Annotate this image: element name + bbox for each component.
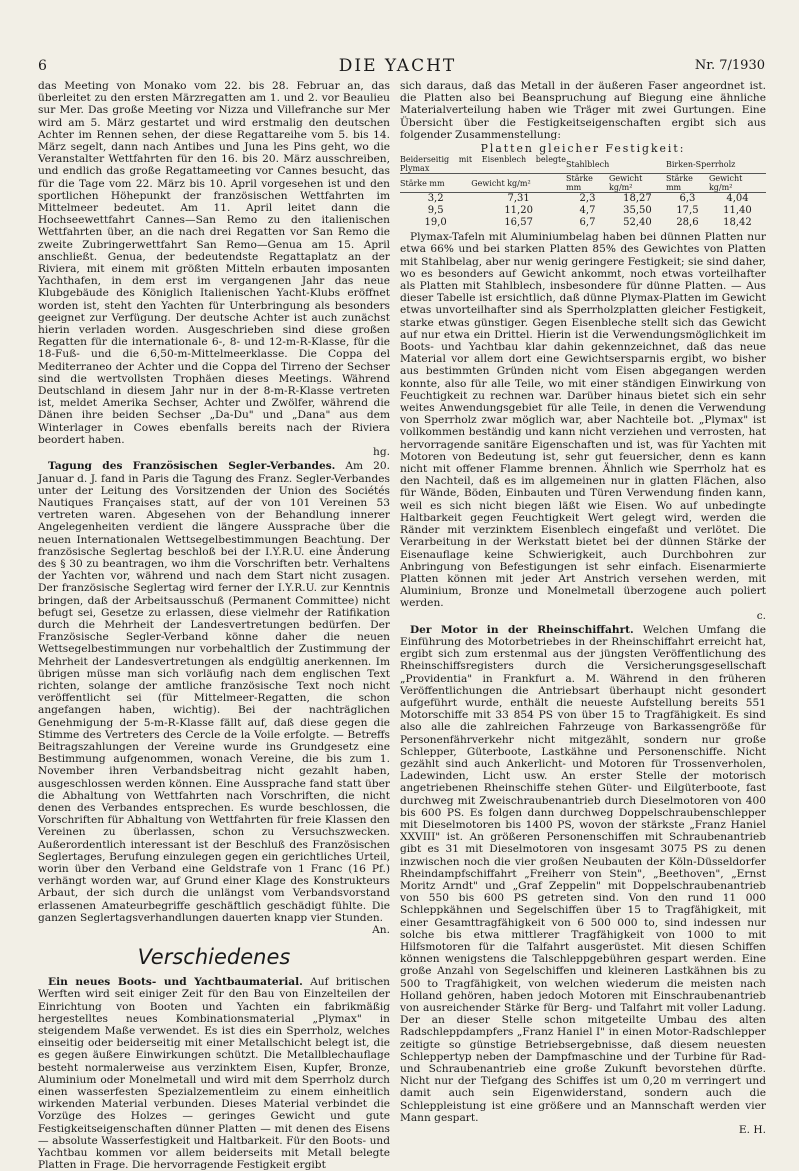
plymax-paragraph	[400, 231, 766, 622]
article-title: Tagung des Französischen Segler-Verbandes.	[48, 460, 336, 473]
strength-table	[400, 143, 766, 229]
table-row	[400, 193, 766, 206]
table-cell: 7,31	[507, 193, 530, 205]
intro-paragraph	[38, 80, 390, 458]
table-cell: 28,6	[676, 217, 699, 229]
group-header: Stahlblech	[566, 155, 666, 174]
table-cell: 6,3	[679, 193, 696, 205]
right-column	[400, 80, 766, 1136]
table-cell: 2,3	[579, 193, 596, 205]
column-header: Gewicht kg/m²	[609, 174, 666, 193]
paragraph-signature: c.	[756, 609, 766, 622]
magazine-title: DIE YACHT	[338, 56, 457, 76]
intro-text: das Meeting von Monako vom 22. bis 28. Februar an, das überleitet zu den ersten Märzregatten am 1. und 2. vor Beaulieu sur Mer. Das große Meeting vor Nizza und Villefranche sur Mer wird am 5. März gestartet und wird erstmalig den deutschen Achter im Rennen sehen, der diese Regattareihe vom 5. bis 14. März segelt, dann nach Antibes und Juna les Pins geht, wo die Veranstalter Wettfahrten für den 16. bis 20. März ausschreiben, und endlich das große Regattameeting vor Cannes besucht, das für die Tage vom 22. März bis 10. April vorgesehen ist und den sportlichen Höhepunkt der französischen Wettfahrten im Mittelmeer bedeutet. Am 11. April leitet dann die Hochseewettfahrt Cannes—San Remo zu den italienischen Wettfahrten über, an die nach drei Regatten vor San Remo die zweite Zubringerwettfahrt San Remo—Genua am 15. April anschließt. Genua, der bedeutendste Regattaplatz an der Riviera, mit einem mit größten Mitteln erbauten imposanten Yachthafen, in dem erst im vergangenen Jahr das neue Klubgebäude des Königlich Italienischen Yacht-Klubs eröffnet worden ist, steht den Yachten für Unterbringung als besonders geeignet zur Verfügung. Der deutsche Achter ist auch zunächst hierin verladen worden. Ausgeschrieben sind diese großen Regatten für die internationale 6-, 8- und 12-m-R-Klasse, für die 18-Fuß- und die 6,50-m-Mittelmeerklasse. Die Coppa del Mediterraneo der Achter und die Coppa del Tirreno der Sechser sind die wertvollsten Trophäen dieses Meetings. Während Deutschland in diesem Jahr nur in der 8-m-R-Klasse vertreten ist, meldet Amerika Sechser, Achter und Zwölfer, während die Dänen ihre beiden Sechser „Da-Du" und „Dana" aus dem Winterlager in Cowes ebenfalls bereits nach der Riviera beordert haben.	[38, 80, 390, 446]
table-cell: 4,7	[579, 205, 596, 217]
page-header	[30, 56, 765, 80]
article-body: Welchen Umfang die Einführung des Motorbetriebes in der Rheinschiffahrt erreicht hat, ergibt sich zum erstenmal aus der jüngsten Veröffentlichung des Rheinschiffsregisters durch die Versicherungsgesellschaft „Providentia" in Frankfurt a. M. Während in den früheren Veröffentlichungen die Antriebsart überhaupt nicht gesondert aufgeführt wurde, enthält die neueste Aufstellung bereits 551 Motorschiffe mit 33 854 PS von über 15 to Tragfähigkeit. Es sind also alle die zahlreichen Fahrzeuge von Barkassengröße für Personenfährverkehr nicht mitgezählt, sondern nur große Schlepper, Güterboote, Lastkähne und Personenschiffe. Nicht gezählt sind auch Ankerlicht- und Motoren für Trossenverholen, Ladewinden, Licht usw. An erster Stelle der motorisch angetriebenen Rheinschiffe stehen Güter- und Eilgüterboote, fast durchweg mit Zweischraubenantrieb durch Dieselmotoren von 400 bis 600 PS. Es folgen dann durchweg Doppelschraubenschlepper mit Dieselmotoren bis 1400 PS, wovon der stärkste „Franz Haniel XXVIII" ist. An größeren Personenschiffen mit Schraubenantrieb gibt es 31 mit Dieselmotoren von insgesamt 3075 PS zu denen inzwischen noch die vier großen Neubauten der Köln-Düsseldorfer Rheindampfschiffahrt „Freiherr von Stein", „Beethoven", „Ernst Moritz Arndt" und „Graf Zeppelin" mit Doppelschraubenantrieb von 550 bis 600 PS getreten sind. Von den rund 11 000 Schleppkähnen und Segelschiffen über 15 to Tragfähigkeit, mit einer Gesamttragfähigkeit von 6 500 000 to, sind indessen nur solche bis etwa mittlerer Tragfähigkeit von 1000 to mit Hilfsmotoren für die Talfahrt ausgerüstet. Mit diesen Schiffen können wenigstens die Talschleppgebühren gespart werden. Eine große Anzahl von Segelschiffen und kleineren Lastkähnen bis zu 500 to Tragfähigkeit, von welchen wiederum die meisten nach Holland gehören, haben jedoch Motoren mit Einschraubenantrieb von ausreichender Stärke für Berg- und Talfahrt mit voller Ladung. Der an dieser Stelle schon mitgeteilte Umbau des alten Radschleppdampfers „Franz Haniel I" in einen Motor-Radschlepper zeitigte so günstige Betriebsergebnisse, daß diesem neuesten Schleppertyp neben der Dampfmaschine und der Turbine für Rad- und Schraubenantrieb eine große Zukunft bevorstehen dürfte. Nicht nur der Tiefgang des Schiffes ist um 0,20 m verringert und damit auch sein Eigenwiderstand, sondern auch die Schleppleistung ist eine größere und an Mannschaft werden vier Mann gespart.	[400, 623, 766, 1124]
article-new-material	[38, 976, 390, 1171]
table-row	[400, 217, 766, 229]
table-cell: 35,50	[623, 205, 652, 217]
column-header: Gewicht kg/m²	[709, 174, 766, 193]
table-cell: 3,2	[427, 193, 444, 205]
column-header: Stärke mm	[566, 174, 609, 193]
left-column	[38, 80, 390, 1171]
table-cell: 9,5	[427, 205, 444, 217]
article-body: Auf britischen Werften wird seit einiger Zeit für den Bau von Einzelteilen der Einrichtung von Booten und Yachten ein fabrikmäßig hergestelltes neues Kombinationsmaterial „Plymax" in steigendem Maße verwendet. Es ist dies ein Sperrholz, welches einseitig oder beiderseitig mit einer Metallschicht belegt ist, die es gegen äußere Einwirkungen schützt. Die Metallblechauflage besteht normalerweise aus verzinktem Eisen, Kupfer, Bronze, Aluminium oder Monelmetall und wird mit dem Sperrholz durch einen wasserfesten Spezialzementleim zu einem einheitlich wirkenden Material verbunden. Dieses Material verbindet die Vorzüge des Holzes — geringes Gewicht und gute Festigkeitseigenschaften dünner Platten — mit denen des Eisens — absolute Wasserfestigkeit und Haltbarkeit. Für den Boots- und Yachtbau kommen vor allem beiderseits mit Metall belegte Platten in Frage. Die hervorragende Festigkeit ergibt	[38, 976, 390, 1171]
group-header: Beiderseitig mit Eisenblech belegte Plymax	[400, 155, 566, 174]
article-signature: An.	[372, 924, 390, 937]
table-cell: 4,04	[726, 193, 749, 205]
section-heading: Verschiedenes	[137, 945, 291, 970]
column-header: Gewicht kg/m²	[471, 174, 566, 193]
column-header: Stärke mm	[400, 174, 471, 193]
page-number: 6	[38, 58, 47, 74]
table-title: Platten gleicher Festigkeit:	[480, 142, 686, 156]
issue-number: Nr. 7/1930	[694, 58, 765, 73]
table-row	[400, 205, 766, 217]
table-cell: 16,57	[504, 217, 533, 229]
article-body: Am 20. Januar d. J. fand in Paris die Tagung des Franz. Segler-Verbandes unter der Leitung des Vorsitzenden der Union des Sociétés Nautiques Françaises statt, auf der von 101 Vereinen 53 vertreten waren. Abgesehen von der Behandlung innerer Angelegenheiten verdient die längere Aussprache über die neuen Internationalen Wettsegelbestimmungen Beachtung. Der französische Seglertag beschloß bei der I.Y.R.U. eine Änderung des § 30 zu beantragen, wo ihm die Vorschriften betr. Verhaltens der Yachten vor, während und nach dem Start nicht zusagen. Der französische Seglertag wird ferner der I.Y.R.U. zur Kenntnis bringen, daß der Arbeitsausschuß (Permanent Committee) nicht befugt sei, Gesetze zu erlassen, diese vielmehr der Ratifikation durch die Mehrheit der Landesvertretungen bedürfen. Der Französische Segler-Verband könne daher die neuen Wettsegelbestimmungen nur vorbehaltlich der Zustimmung der Mehrheit der Landesvertretungen als endgültig anerkennen. Im übrigen müsse man sich vorläufig nach dem englischen Text richten, solange der amtliche französische Text noch nicht veröffentlicht sei (für Mittelmeer-Regatten, die schon angefangen haben, wichtig). Bei der nachträglichen Genehmigung der 5-m-R-Klasse fällt auf, daß diese gegen die Stimme des Vertreters des Cercle de la Voile erfolgte. — Betreffs Beitragszahlungen der Vereine wurde ins Grundgesetz eine Bestimmung aufgenommen, wonach Vereine, die bis zum 1. November ihren Verbandsbeitrag nicht gezahlt haben, ausgeschlossen werden können. Eine Aussprache fand statt über die Abhaltung von Wettfahrten nach Vorschriften, die nicht denen des Verbandes entsprechen. Es wurde beschlossen, die Vorschriften für Abhaltung von Wettfahrten für freie Klassen den Vereinen zu überlassen, schon zu Versuchszwecken. Außerordentlich interessant ist der Beschluß des Französischen Seglertages, Berufung einzulegen gegen ein gerichtliches Urteil, worin über den Verband eine Geldstrafe von 1 Franc (16 Pf.) verhängt worden war, auf Grund einer Klage des Konstrukteurs Arbaut, der sich durch die unlängst vom Verbandsvorstand erlassenen Amateurbegriffe geschäftlich geschädigt fühlte. Die ganzen Seglertagsverhandlungen dauerten knapp vier Stunden.	[38, 460, 390, 924]
article-title: Der Motor in der Rheinschiffahrt.	[410, 623, 634, 636]
table-cell: 11,20	[504, 205, 533, 217]
article-title: Ein neues Boots- und Yachtbaumaterial.	[48, 976, 303, 989]
table-cell: 18,42	[723, 217, 752, 229]
continued-paragraph: sich daraus, daß das Metall in der äußeren Faser angeordnet ist. die Platten also bei Beanspruchung auf Biegung eine ähnliche Materialverteilung haben wie Träger mit zwei Gurtungen. Eine Übersicht über die Festigkeitseigenschaften ergibt sich aus folgender Zusammenstellung:	[400, 80, 766, 141]
table-cell: 17,5	[676, 205, 699, 217]
article-french-sailing-association	[38, 460, 390, 936]
table-cell: 52,40	[623, 217, 652, 229]
table-cell: 6,7	[579, 217, 596, 229]
article-rhine-motor	[400, 624, 766, 1137]
table-cell: 19,0	[424, 217, 447, 229]
data-table	[400, 155, 766, 229]
paragraph-text: Plymax-Tafeln mit Aluminiumbelag haben bei dünnen Platten nur etwa 66% und bei starken Platten 85% des Gewichtes von Platten mit Stahlbelag, aber nur wenig geringere Festigkeit; sie sind daher, wo es besonders auf Gewicht ankommt, noch etwas vorteilhafter als Platten mit Stahlblech, insbesondere für dünne Platten. — Aus dieser Tabelle ist ersichtlich, daß dünne Plymax-Platten im Gewicht etwas unvorteilhafter sind als Sperrholzplatten gleicher Festigkeit, starke etwas günstiger. Gegen Eisenbleche stellt sich das Gewicht auf nur etwa ein Drittel. Hierin ist die Verwendungsmöglichkeit im Boots- und Yachtbau klar dahin gekennzeichnet, daß das neue Material vor allem dort eine Gewichtsersparnis ergibt, wo bisher aus bestimmten Gründen nicht vom Eisen abgegangen werden konnte, also für alle Teile, wo mit einer ständigen Einwirkung von Feuchtigkeit zu rechnen war. Darüber hinaus bietet sich ein sehr weites Anwendungsgebiet für alle Teile, in denen die Verwendung von Sperrholz zwar möglich war, aber Nachteile bot. „Plymax" ist vollkommen beständig und kann nicht verziehen und verrosten, hat hervorragende sanitäre Eigenschaften und ist, was für Yachten mit Motoren von Bedeutung ist, sehr gut feuersicher, denn es kann nicht mit offener Flamme brennen. Ähnlich wie Sperrholz hat es den Nachteil, daß es im allgemeinen nur in glatten Flächen, also für Wände, Böden, Einbauten und Türen Verwendung finden kann, weil es sich nicht biegen läßt wie Eisen. Wo auf unbedingte Haltbarkeit gegen Feuchtigkeit Wert gelegt wird, werden die Ränder mit verzinktem Eisenblech eingefaßt und verlötet. Die Verarbeitung in der Werkstatt bietet bei der dünnen Stärke der Eisenauflage keine Schwierigkeit, auch Durchbohren zur Anbringung von Befestigungen ist sehr einfach. Eisenarmierte Platten können mit jeder Art Anstrich versehen werden, mit Aluminium, Bronze und Monelmetall überzogene auch poliert werden.	[400, 231, 766, 610]
intro-signature: hg.	[373, 446, 390, 459]
column-header: Stärke mm	[666, 174, 709, 193]
group-header: Birken-Sperrholz	[666, 155, 766, 174]
table-cell: 18,27	[623, 193, 652, 205]
table-cell: 11,40	[723, 205, 752, 217]
article-signature: E. H.	[738, 1124, 766, 1137]
